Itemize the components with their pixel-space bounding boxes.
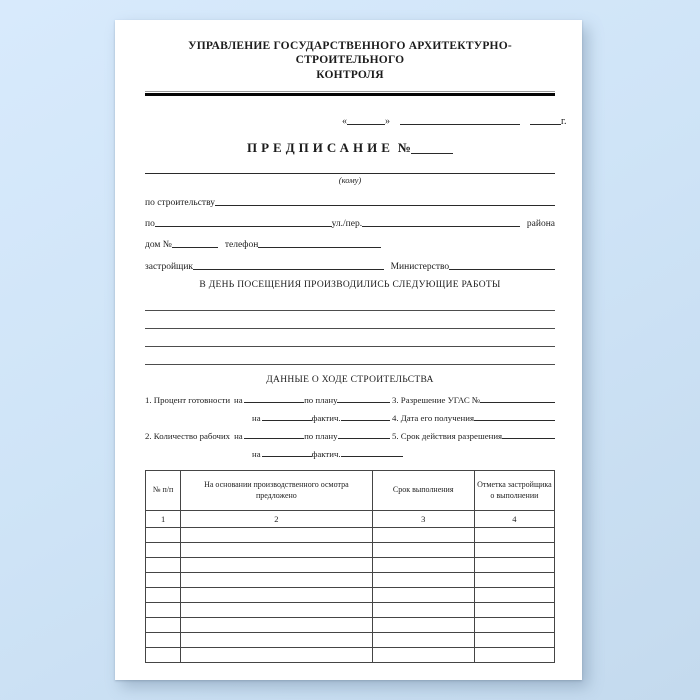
table-empty-cell	[181, 558, 372, 573]
table-empty-cell	[372, 588, 474, 603]
permit-date-label: 4. Дата его получения	[392, 413, 474, 424]
column-number-3: 3	[372, 511, 474, 528]
readiness-date2-blank	[262, 420, 312, 421]
table-empty-cell	[146, 603, 181, 618]
table-empty-row	[146, 633, 555, 648]
progress-row-3	[145, 423, 555, 441]
workers-label: 2. Количество рабочих	[145, 431, 231, 442]
table-empty-cell	[146, 618, 181, 633]
works-blank-line	[145, 347, 555, 365]
progress-row-1	[145, 387, 555, 405]
table-empty-row	[146, 618, 555, 633]
table-empty-row	[146, 603, 555, 618]
table-empty-cell	[372, 648, 474, 663]
readiness-plan-line	[145, 395, 390, 405]
date-year-blank	[530, 124, 561, 125]
table-empty-cell	[146, 528, 181, 543]
table-header-number: № п/п	[146, 471, 181, 511]
table-empty-cell	[372, 573, 474, 588]
prescription-form	[115, 20, 582, 680]
date-quote-close: »	[385, 116, 390, 128]
street-blank	[362, 226, 520, 227]
permit-number-blank	[480, 402, 555, 403]
plan-label: по плану	[304, 395, 338, 406]
header-rule	[145, 91, 555, 96]
table-empty-cell	[372, 558, 474, 573]
actual-label: фактич.	[311, 413, 341, 424]
table-empty-cell	[474, 528, 554, 543]
workers-date2-blank	[262, 456, 312, 457]
table-empty-cell	[181, 633, 372, 648]
date-day-blank	[347, 124, 385, 125]
district-label: района	[526, 219, 555, 230]
na-label: на	[234, 395, 243, 406]
house-blank	[172, 247, 218, 248]
column-number-1: 1	[146, 511, 181, 528]
field-row-construction	[145, 186, 555, 208]
readiness-actual-line	[145, 413, 390, 423]
table-empty-cell	[474, 603, 554, 618]
table-empty-cell	[181, 588, 372, 603]
permit-line	[392, 395, 555, 405]
table-empty-cell	[181, 618, 372, 633]
table-empty-cell	[474, 618, 554, 633]
table-empty-cell	[181, 573, 372, 588]
table-header-completion-mark: Отметка застройщика о выполнении	[474, 471, 554, 511]
street-label: ул./пер.	[331, 219, 363, 230]
document-number-blank	[411, 153, 453, 154]
table-empty-cell	[146, 633, 181, 648]
table-empty-row	[146, 528, 555, 543]
ministry-blank	[449, 269, 555, 270]
table-empty-cell	[474, 573, 554, 588]
date-month-blank	[400, 124, 520, 125]
progress-row-4	[145, 441, 555, 459]
table-empty-cell	[146, 558, 181, 573]
na-label: на	[252, 449, 261, 460]
table-empty-cell	[474, 588, 554, 603]
date-quote-open: «	[342, 116, 347, 128]
developer-blank	[193, 269, 384, 270]
table-empty-cell	[372, 603, 474, 618]
construction-label: по строительству	[145, 198, 215, 209]
readiness-actual-blank	[341, 420, 390, 421]
na-label: на	[252, 413, 261, 424]
progress-row-2	[145, 405, 555, 423]
table-empty-cell	[146, 588, 181, 603]
table-empty-cell	[181, 648, 372, 663]
table-empty-cell	[474, 648, 554, 663]
table-empty-cell	[474, 543, 554, 558]
workers-plan-line	[145, 431, 390, 441]
phone-label: телефон	[224, 240, 259, 251]
permit-term-label: 5. Срок действия разрешения	[392, 431, 503, 442]
workers-actual-blank	[341, 456, 403, 457]
workers-date-blank	[244, 438, 304, 439]
readiness-label: 1. Процент готовности	[145, 395, 231, 406]
table-empty-cell	[181, 528, 372, 543]
prescription-table-body	[146, 528, 555, 663]
table-empty-cell	[146, 573, 181, 588]
table-empty-cell	[146, 648, 181, 663]
table-empty-row	[146, 648, 555, 663]
document-number-label: №	[397, 140, 411, 156]
field-row-address	[145, 208, 555, 229]
works-blank-line	[145, 329, 555, 347]
column-number-4: 4	[474, 511, 554, 528]
workers-actual-line	[145, 449, 390, 459]
works-blank-line	[145, 311, 555, 329]
field-row-house-phone	[145, 229, 555, 250]
table-empty-cell	[372, 633, 474, 648]
document-title	[145, 142, 555, 156]
table-column-numbers-row	[146, 511, 555, 528]
table-empty-cell	[181, 603, 372, 618]
table-empty-row	[146, 558, 555, 573]
readiness-plan-blank	[337, 402, 390, 403]
ministry-label: Министерство	[390, 262, 450, 273]
readiness-date-blank	[244, 402, 304, 403]
table-empty-cell	[372, 543, 474, 558]
table-empty-cell	[474, 558, 554, 573]
works-blank-lines	[145, 293, 555, 365]
table-empty-row	[146, 573, 555, 588]
construction-blank	[215, 205, 555, 206]
org-title-line2: КОНТРОЛЯ	[316, 68, 384, 81]
table-empty-cell	[372, 528, 474, 543]
field-row-developer	[145, 250, 555, 272]
document-title-text: ПРЕДПИСАНИЕ	[247, 140, 394, 156]
permit-date-line	[392, 413, 555, 423]
permit-label: 3. Разрешение УГАС №	[392, 395, 481, 406]
permit-term-blank	[502, 438, 555, 439]
phone-blank	[258, 247, 381, 248]
po-label: по	[145, 219, 155, 230]
workers-plan-blank	[338, 438, 391, 439]
table-empty-row	[146, 543, 555, 558]
addressee-hint: (кому)	[338, 175, 362, 186]
table-empty-cell	[474, 633, 554, 648]
developer-label: застройщик	[145, 262, 194, 273]
org-title-line1: УПРАВЛЕНИЕ ГОСУДАРСТВЕННОГО АРХИТЕКТУРНО-СТРОИТЕЛЬНОГО	[188, 40, 512, 67]
table-empty-cell	[181, 543, 372, 558]
date-line	[342, 114, 567, 128]
table-header-deadline: Срок выполнения	[372, 471, 474, 511]
prescription-table	[145, 470, 555, 663]
works-blank-line	[145, 293, 555, 311]
plan-label: по плану	[304, 431, 338, 442]
progress-section-heading: ДАННЫЕ О ХОДЕ СТРОИТЕЛЬСТВА	[266, 375, 434, 386]
permit-term-line	[392, 431, 555, 441]
works-section-heading: В ДЕНЬ ПОСЕЩЕНИЯ ПРОИЗВОДИЛИСЬ СЛЕДУЮЩИЕ РАБОТЫ	[199, 280, 501, 291]
na-label: на	[234, 431, 243, 442]
table-header-row	[146, 471, 555, 511]
permit-date-blank	[474, 420, 555, 421]
org-title	[145, 39, 555, 82]
house-label: дом №	[145, 240, 172, 251]
table-empty-cell	[372, 618, 474, 633]
table-header-proposed: На основании производственного осмотра предложено	[181, 471, 372, 511]
column-number-2: 2	[181, 511, 372, 528]
table-empty-row	[146, 588, 555, 603]
date-year-suffix: г.	[561, 116, 567, 128]
table-empty-cell	[146, 543, 181, 558]
po-blank	[155, 226, 332, 227]
actual-label: фактич.	[311, 449, 341, 460]
